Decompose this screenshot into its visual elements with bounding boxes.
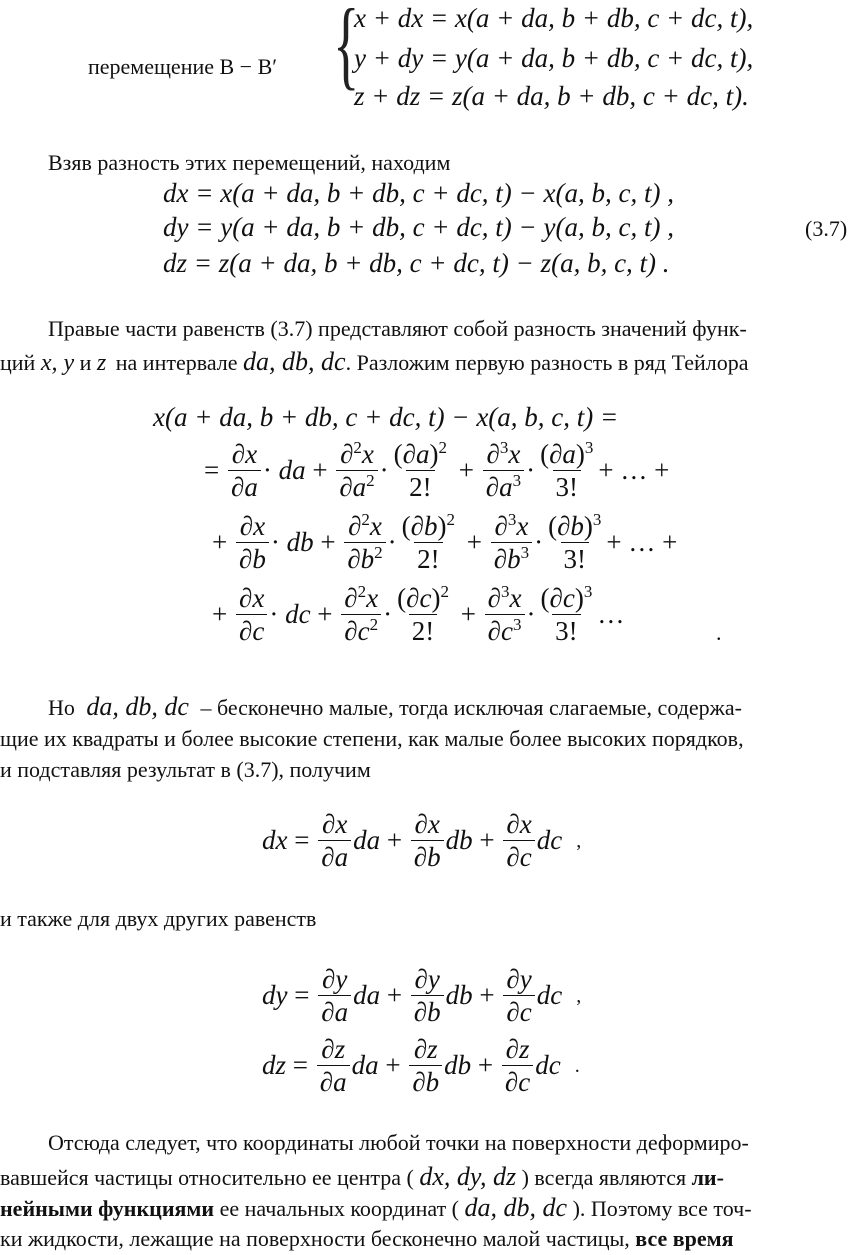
dy-equation: dy = $\frac{\partial y}{\partial a}$ da + $\frac{\partial y}{\partial b}$ db + $\frac{\partial y}{\partial c}$ dc ,	[262, 964, 582, 1028]
system-line-2: y + dy = y(a + da, b + db, c + dc, t),	[354, 43, 754, 73]
paragraph-1: Взяв разность этих перемещений, находим	[48, 150, 451, 175]
left-brace: {	[333, 0, 360, 99]
paragraph-5-line-3: нейными функциями ее начальных координат ( da, db, dc ). Поэтому все точ-	[0, 1193, 752, 1222]
eq37-line-2: dy = y(a + da, b + db, c + dc, t) − y(a, b, c, t) ,	[163, 212, 674, 242]
paragraph-3-line-1: Но da, db, dc – бесконечно малые, тогда исключая слагаемые, содержа-	[48, 692, 742, 721]
paragraph-5-line-1: Отсюда следует, что координаты любой точки на поверхности деформиро-	[48, 1130, 749, 1155]
paragraph-5-line-4: ки жидкости, лежащие на поверхности бесконечно малой частицы, все время	[0, 1226, 734, 1251]
dx-equation: dx = $\frac{\partial x}{\partial a}$ da + $\frac{\partial x}{\partial b}$ db + $\frac{\partial x}{\partial c}$ dc ,	[262, 809, 582, 873]
paragraph-3-line-3: и подставляя результат в (3.7), получим	[0, 757, 371, 782]
system-line-1: x + dx = x(a + da, b + db, c + dc, t),	[354, 3, 754, 33]
system-label: перемещение B − B′	[88, 54, 278, 79]
dz-equation: dz = $\frac{\partial z}{\partial a}$ da + $\frac{\partial z}{\partial b}$ db + $\frac{\partial z}{\partial c}$ dc .	[262, 1034, 580, 1098]
eq37-line-1: dx = x(a + da, b + db, c + dc, t) − x(a, b, c, t) ,	[163, 178, 674, 208]
taylor-row-3: + $\frac{\partial x}{\partial c}$ · dc + $\frac{\partial^2x}{\partial c^2}$ · $\frac{(\partial c)^2}{2!}$ + $\frac{\partial^3x}{\partial c^3}$ · $\frac{(\partial c)^3}{3!}$ …	[212, 582, 625, 647]
system-line-3: z + dz = z(a + da, b + db, c + dc, t).	[354, 81, 749, 111]
paragraph-2-line-2: ций x, y и z на интервале da, db, dc. Разложим первую разность в ряд Тейлора	[0, 347, 749, 376]
taylor-row-1: = $\frac{\partial x}{\partial a}$ · da + $\frac{\partial^2x}{\partial a^2}$ · $\frac{(\partial a)^2}{2!}$ + $\frac{\partial^3x}{\partial a^3}$ · $\frac{(\partial a)^3}{3!}$ + … +	[204, 438, 670, 503]
taylor-first-line: x(a + da, b + db, c + dc, t) − x(a, b, c, t) =	[153, 402, 619, 432]
equation-number: (3.7)	[805, 216, 848, 241]
paragraph-2-line-1: Правые части равенств (3.7) представляют собой разность значений функ-	[48, 316, 747, 341]
paragraph-3-line-2: щие их квадраты и более высокие степени, как малые более высоких порядков,	[0, 726, 744, 751]
paragraph-5-line-2: вавшейся частицы относительно ее центра ( dx, dy, dz ) всегда являются ли-	[0, 1162, 724, 1191]
paragraph-4: и также для двух других равенств	[0, 906, 317, 931]
taylor-end-dot: .	[716, 620, 722, 645]
taylor-row-2: + $\frac{\partial x}{\partial b}$ · db + $\frac{\partial^2x}{\partial b^2}$ · $\frac{(\partial b)^2}{2!}$ + $\frac{\partial^3x}{\partial b^3}$ · $\frac{(\partial b)^3}{3!}$ + … +	[212, 510, 678, 575]
eq37-line-3: dz = z(a + da, b + db, c + dc, t) − z(a, b, c, t) .	[163, 248, 670, 278]
